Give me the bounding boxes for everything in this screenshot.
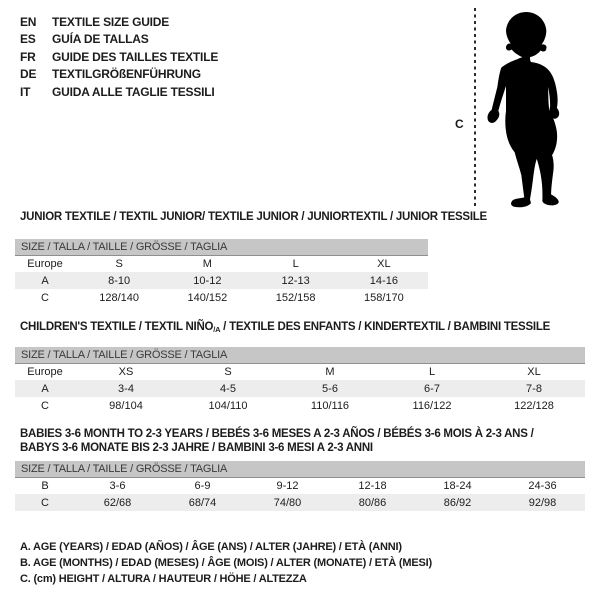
babies-title-line1: BABIES 3-6 MONTH TO 2-3 YEARS / BEBÉS 3-6 MESES A 2-3 AÑOS / BÉBÉS 3-6 MOIS À 2-3 ANS / [20,428,534,440]
table-cell: 152/158 [275,291,316,304]
table-cell: 116/122 [412,399,452,412]
children-col-xs: XS [118,365,134,378]
lang-row-it [20,83,218,101]
table-cell: 98/104 [109,399,143,412]
children-row-height [15,397,585,414]
lang-label-en: TEXTILE SIZE GUIDE [52,14,170,29]
children-title-pre: CHILDREN'S TEXTILE / TEXTIL NIÑO [20,321,214,333]
babies-row-months-label: B [41,479,49,492]
table-cell: 3-6 [109,479,126,492]
children-header-row [15,363,585,380]
table-cell: 14-16 [340,272,428,289]
children-size-bar [15,347,585,363]
babies-row-months [15,477,585,494]
table-cell: 3-4 [75,380,177,397]
table-cell: 24-36 [528,479,557,492]
table-cell: 140/152 [187,291,228,304]
babies-row-height [15,494,585,511]
height-measure-label: C [455,117,464,131]
junior-col-s: S [115,257,123,270]
children-col-l: L [428,365,436,378]
table-cell: 92/98 [500,494,585,511]
children-size-table [15,347,585,414]
table-cell: 104/110 [208,399,248,412]
lang-label-es: GUÍA DE TALLAS [52,32,149,47]
legend-line-b: B. AGE (MONTHS) / EDAD (MESES) / ÂGE (MOIS) / ALTER (MONATE) / ETÀ (MESI) [20,557,432,569]
table-cell: 80/86 [330,494,415,511]
junior-header-row [15,255,428,272]
children-row-height-label: C [41,399,49,412]
table-cell: 6-7 [381,380,483,397]
table-cell: 7-8 [483,380,585,397]
table-cell: 74/80 [245,494,330,511]
children-size-bar-label: SIZE / TALLA / TAILLE / GRÖSSE / TAGLIA [15,347,585,363]
junior-row-age [15,272,428,289]
junior-col-m: M [202,257,212,270]
table-cell: 110/116 [310,399,350,412]
table-cell: 5-6 [279,380,381,397]
table-cell: 8-10 [75,272,163,289]
table-cell: 12-18 [358,479,387,492]
lang-code-fr: FR [20,49,36,64]
lang-label-it: GUIDA ALLE TAGLIE TESSILI [52,84,215,99]
children-col-s: S [224,365,232,378]
junior-col-europe: Europe [27,257,63,270]
lang-code-de: DE [20,67,37,82]
children-col-europe: Europe [27,365,63,378]
children-row-age-label: A [15,380,75,397]
junior-size-bar-label: SIZE / TALLA / TAILLE / GRÖSSE / TAGLIA [15,239,428,255]
height-measure-dotted-line [474,8,476,208]
babies-size-table [15,461,585,511]
table-cell: 12-13 [252,272,340,289]
legend-line-c: C. (cm) HEIGHT / ALTURA / HAUTEUR / HÖHE / ALTEZZA [20,573,307,585]
lang-label-fr: GUIDE DES TAILLES TEXTILE [52,49,219,64]
table-cell: 128/140 [99,291,139,304]
junior-size-bar [15,239,428,255]
babies-row-height-label: C [15,494,75,511]
babies-section-title [20,427,534,455]
table-cell: 10-12 [163,272,251,289]
children-section-title [20,321,550,334]
table-cell: 62/68 [75,494,160,511]
lang-row-en [20,13,218,31]
junior-row-height [15,289,428,306]
language-header [20,13,218,101]
table-cell: 68/74 [160,494,245,511]
children-col-xl: XL [527,365,541,378]
babies-title-line2: BABYS 3-6 MONATE BIS 2-3 JAHRE / BAMBINI 3-6 MESI A 2-3 ANNI [20,442,373,454]
lang-label-de: TEXTILGRÖßENFÜHRUNG [52,67,201,82]
lang-code-it: IT [20,84,31,99]
junior-row-age-label: A [15,272,75,289]
measurement-legend [20,539,432,587]
babies-size-bar-label: SIZE / TALLA / TAILLE / GRÖSSE / TAGLIA [15,461,585,477]
children-title-sub: /A [213,325,221,334]
table-cell: 18-24 [443,479,472,492]
junior-col-xl: XL [377,257,391,270]
junior-section-title: JUNIOR TEXTILE / TEXTIL JUNIOR/ TEXTILE JUNIOR / JUNIORTEXTIL / JUNIOR TESSILE [20,211,487,223]
table-cell: 158/170 [363,291,404,304]
junior-row-height-label: C [41,291,49,304]
table-cell: 9-12 [276,479,299,492]
table-cell: 122/128 [514,399,554,412]
children-title-post: / TEXTILE DES ENFANTS / KINDERTEXTIL / BAMBINI TESSILE [220,321,551,333]
lang-row-de [20,66,218,84]
lang-row-es [20,31,218,49]
junior-col-l: L [292,257,299,270]
table-cell: 4-5 [177,380,279,397]
children-row-age [15,380,585,397]
legend-line-a: A. AGE (YEARS) / EDAD (AÑOS) / ÂGE (ANS) / ALTER (JAHRE) / ETÀ (ANNI) [20,541,402,553]
lang-code-es: ES [20,32,36,47]
babies-size-bar [15,461,585,477]
lang-code-en: EN [20,14,37,29]
table-cell: 6-9 [194,479,211,492]
lang-row-fr [20,48,218,66]
children-col-m: M [325,365,335,378]
table-cell: 86/92 [415,494,500,511]
baby-silhouette-image [482,7,578,211]
junior-size-table [15,239,428,306]
